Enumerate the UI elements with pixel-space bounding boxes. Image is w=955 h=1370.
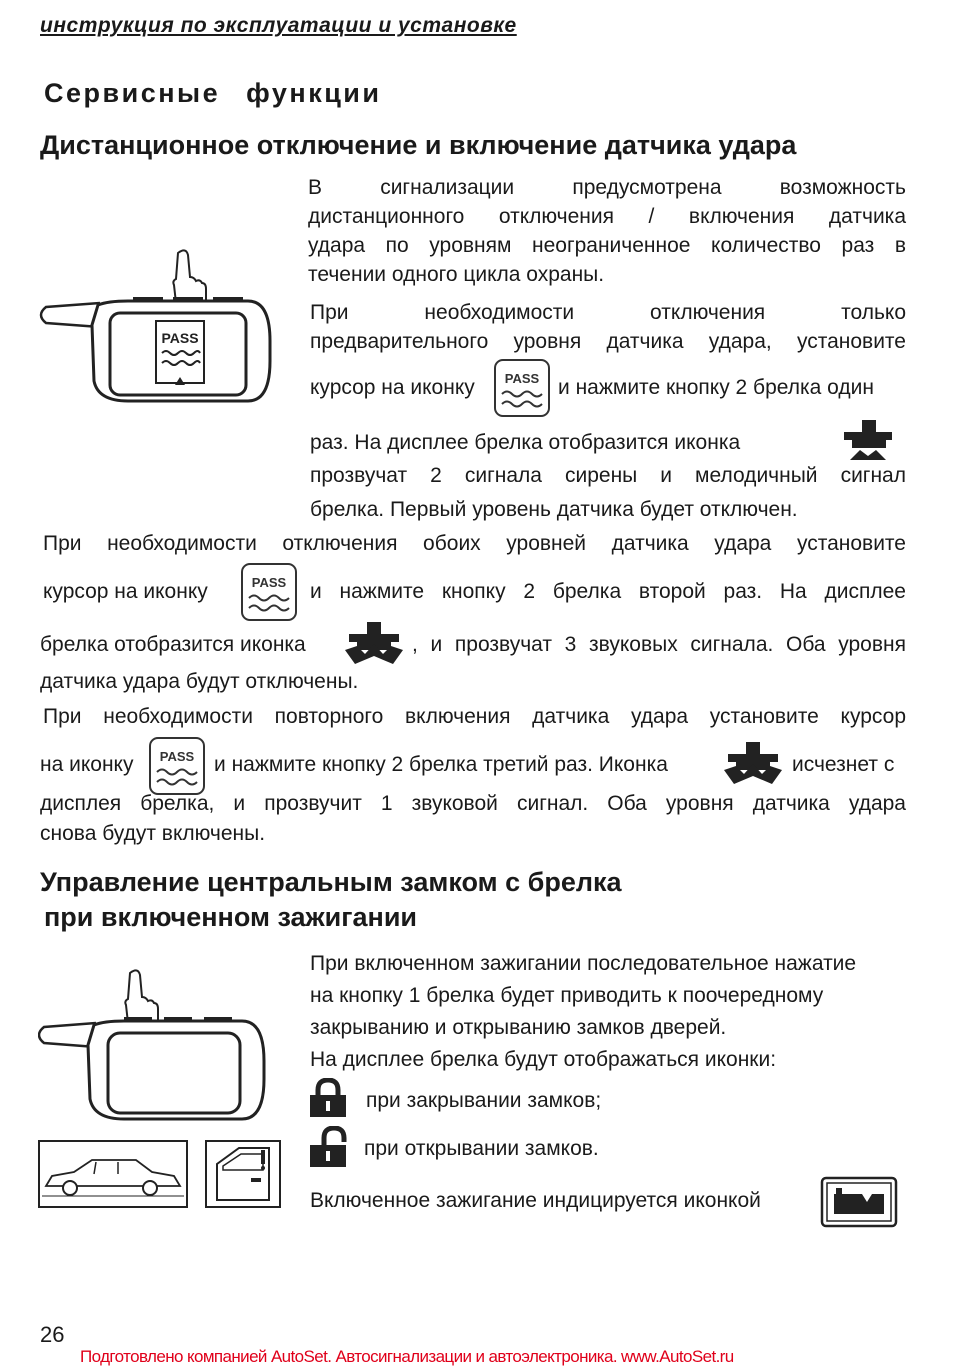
pass-icon-label: PASS bbox=[504, 371, 540, 386]
text-line: удара по уровням неограниченное количество раз в bbox=[308, 234, 906, 257]
shock-both-off-icon bbox=[343, 620, 405, 666]
pass-icon-label: PASS bbox=[159, 749, 195, 764]
text-line: дистанционного отключения / включения датчика bbox=[308, 205, 906, 228]
text-line: При необходимости повторного включения датчика удара установите курсор bbox=[43, 705, 906, 728]
running-header: инструкция по эксплуатации и установке bbox=[40, 14, 517, 37]
text-line: брелка отобразится иконка bbox=[40, 633, 306, 656]
lock-section-title-line1: Управление центральным замком с брелка bbox=[40, 867, 622, 897]
footer-credit: Подготовлено компанией AutoSet. Автосигнализации и автоэлектроника. www.AutoSet.ru bbox=[80, 1347, 734, 1366]
text-line: курсор на иконку bbox=[43, 580, 208, 603]
text-line: снова будут включены. bbox=[40, 822, 266, 845]
key-fob-illustration bbox=[38, 965, 268, 1125]
text-line: течении одного цикла охраны. bbox=[308, 263, 605, 286]
page-number: 26 bbox=[40, 1322, 65, 1347]
shock-section-title: Дистанционное отключение и включение датчика удара bbox=[40, 130, 797, 160]
shock-para2 bbox=[310, 298, 906, 356]
text-line: закрыванию и открыванию замков дверей. bbox=[310, 1016, 727, 1039]
lock-para1 bbox=[310, 948, 906, 1076]
text-line: и нажмите кнопку 2 брелка второй раз. На дисплее bbox=[310, 580, 906, 603]
text-line: В сигнализации предусмотрена возможность bbox=[308, 176, 906, 199]
lock-open-icon bbox=[308, 1126, 350, 1168]
pass-icon bbox=[240, 562, 298, 622]
car-illustration bbox=[38, 1140, 188, 1208]
text-line: Включенное зажигание индицируется иконкой bbox=[310, 1189, 761, 1212]
key-fob-pass-illustration bbox=[38, 245, 273, 410]
lock-closed-icon bbox=[308, 1078, 348, 1118]
pass-icon-label: PASS bbox=[251, 575, 287, 590]
pass-icon bbox=[148, 736, 206, 796]
pass-icon bbox=[493, 358, 551, 418]
svg-text:PASS: PASS bbox=[161, 330, 199, 346]
text-line: датчика удара будут отключены. bbox=[40, 670, 359, 693]
text-line: На дисплее брелка будут отображаться иконки: bbox=[310, 1048, 777, 1071]
text-line: на кнопку 1 брелка будет приводить к поочередному bbox=[310, 984, 824, 1007]
text-line: При включенном зажигании последовательное нажатие bbox=[310, 952, 857, 975]
text-line: дисплея брелка, и прозвучит 1 звуковой сигнал. Оба уровня датчика удара bbox=[40, 792, 906, 815]
shock-both-off-icon bbox=[722, 740, 784, 786]
text-line: При необходимости отключения только bbox=[310, 301, 906, 324]
text-line: прозвучат 2 сигнала сирены и мелодичный сигнал bbox=[310, 464, 906, 487]
shock-para1 bbox=[308, 173, 906, 289]
text-line: и нажмите кнопку 2 брелка третий раз. Иконка bbox=[214, 753, 668, 776]
text-line: , и прозвучат 3 звуковых сигнала. Оба уровня bbox=[412, 633, 906, 656]
lock-section-title-line2: при включенном зажигании bbox=[44, 902, 418, 932]
shock-level1-off-icon bbox=[842, 418, 894, 462]
text-line: раз. На дисплее брелка отобразится иконка bbox=[310, 431, 741, 454]
text-line: и нажмите кнопку 2 брелка один bbox=[558, 376, 874, 399]
text-line: При необходимости отключения обоих уровней датчика удара установите bbox=[43, 532, 906, 555]
text-line: на иконку bbox=[40, 753, 134, 776]
text-line: предварительного уровня датчика удара, установите bbox=[310, 330, 906, 353]
section-title: Сервисные функции bbox=[44, 78, 382, 108]
text-line: исчезнет с bbox=[792, 753, 895, 776]
ignition-icon bbox=[820, 1176, 898, 1228]
text-line: при открывании замков. bbox=[364, 1137, 599, 1160]
car-door-illustration bbox=[205, 1140, 281, 1208]
text-line: курсор на иконку bbox=[310, 376, 475, 399]
text-line: брелка. Первый уровень датчика будет отключен. bbox=[310, 498, 798, 521]
text-line: при закрывании замков; bbox=[366, 1089, 602, 1112]
